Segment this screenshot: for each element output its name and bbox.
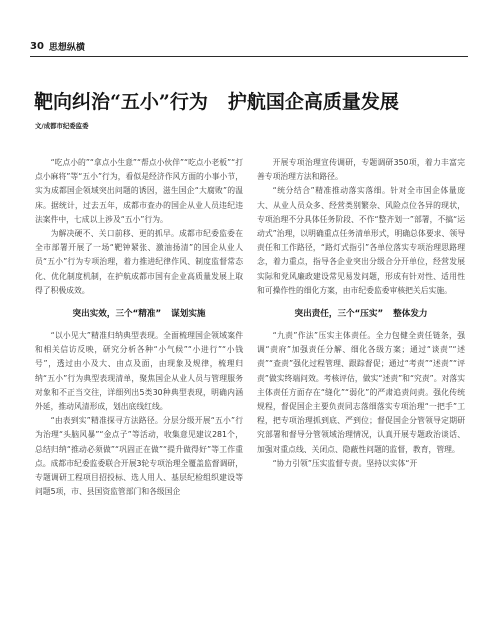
page-header [30,39,85,53]
paragraph: “以小见大”精准归纳典型表现。全面梳理国企领域案件和相关信访反映，研究分析各种“小气候”“小进行”“小钱号”，透过由小及大、由点及面，由现象及规律，梳理归纳“五小”行为典型表现清单，聚焦国企从业人员与管理服务对象和不正当交往，详细列出5类30种典型表现，明确内涵外延，推动风清形成，划出底线红线。 [35,331,243,412]
paragraph: 开展专项治理宣传调研，专题调研350项，着力丰富完善专项治理方法和路径。 [257,158,465,182]
section-label: 思想纵横 [48,42,85,53]
left-column [35,156,243,499]
paragraph: “吃点小的”“拿点小生意”“帮点小伙伴”“吃点小老板”“打点小麻将”等“五小”行为，看似是经济作风方面的小事小节，实为成都国企领域突出问题的诱因，滋生国企“大腐败”的温床。据统计，过去五年，成都市查办的国企从业人员违纪违法案件中，七成以上涉及“五小”行为。 [35,158,243,224]
subheading-part-1: 突出责任，三个“压实” [294,309,384,320]
paragraph: “由表到实”精准探寻方法路径。分层分级开展“五小”行为治理“头脑风暴”“金点子”等活动，收集意见建议281个，总结归纳“推动必须做”“巩固正在做”“提升做得好”等工作重点。成都市纪委监委联合开展3轮专项治理全覆盖监督调研，专题调研工程项目招投标、选人用人、基层纪检组织建设等问题5项，市、县国资监管部门和各级国企 [35,416,243,497]
paragraph: “九责”作法”压实主体责任。全力包健全责任链条，强调“责府”加强责任分解、细化各级方案；通过“谈责”“述责”“查责”强化过程管理、跟踪督促；通过“考责”“述责”“评责”做实终端问效。考核评估，做实“述责”和“究责”。对落实主体责任方面存在“缝化”“弱化”的严肃追责问责。强化传统规程，督促国企主要负责同志落细落实专项治理“一把手”工程，把专项治理抓到底、严到位；督促国企分管领导定期研究部署和督导分管领域治理情况，认真开展专题政治谈话、加强对重点线、关闭点、隐蔽性问题的监督，教育，管理。 [257,331,465,454]
subheading-part-2: 谋划实施 [171,309,206,320]
header-rule [30,56,468,57]
paragraph: “协力引领”压实监督专责。坚持以实体“开 [272,458,418,468]
paragraph: “统分结合”精准推动落实落细。针对全市国企体量庞大、从业人员众多、经营类别繁杂、风险点位各异的现状，专项治理不分具体任务阶段、不作“整齐划一”部署，不搞“运动式”治理，以明确重点任务清单形式，明确总体要求、领导责任和工作路径，“路灯式指引”各单位落实专项治理思路理念，着力重点，指导各企业突出分级合分开单位，经营发展实际和党风廉政建设常见易发问题，形成有针对性、适用性和可操作性的细化方案，由市纪委监委审核把关后实施。 [257,186,465,295]
subheading-part-2: 整体发力 [393,309,428,320]
title-part-2: 护航国企高质量发展 [227,91,399,113]
right-column [257,156,465,471]
page-number: 30 [30,40,44,52]
subheading [35,307,243,321]
byline: 文/成都市纪委监委 [35,122,89,130]
title-part-1: 靶向纠治“五小”行为 [34,91,208,113]
subheading [257,307,465,321]
subheading-part-1: 突出实效，三个“精准” [72,309,162,320]
paragraph: 为解决硬不、关口前移、更的抓早。成都市纪委监委在全市部署开展了一场“靶钟紧张、激油扬清”的国企从业人员“五小”行为专项治理，着力推进纪律作风、制度监督常态化、优化制度机制，在护航成都市国有企业高质量发展上取得了积极成效。 [35,229,243,295]
article-title [34,87,464,114]
